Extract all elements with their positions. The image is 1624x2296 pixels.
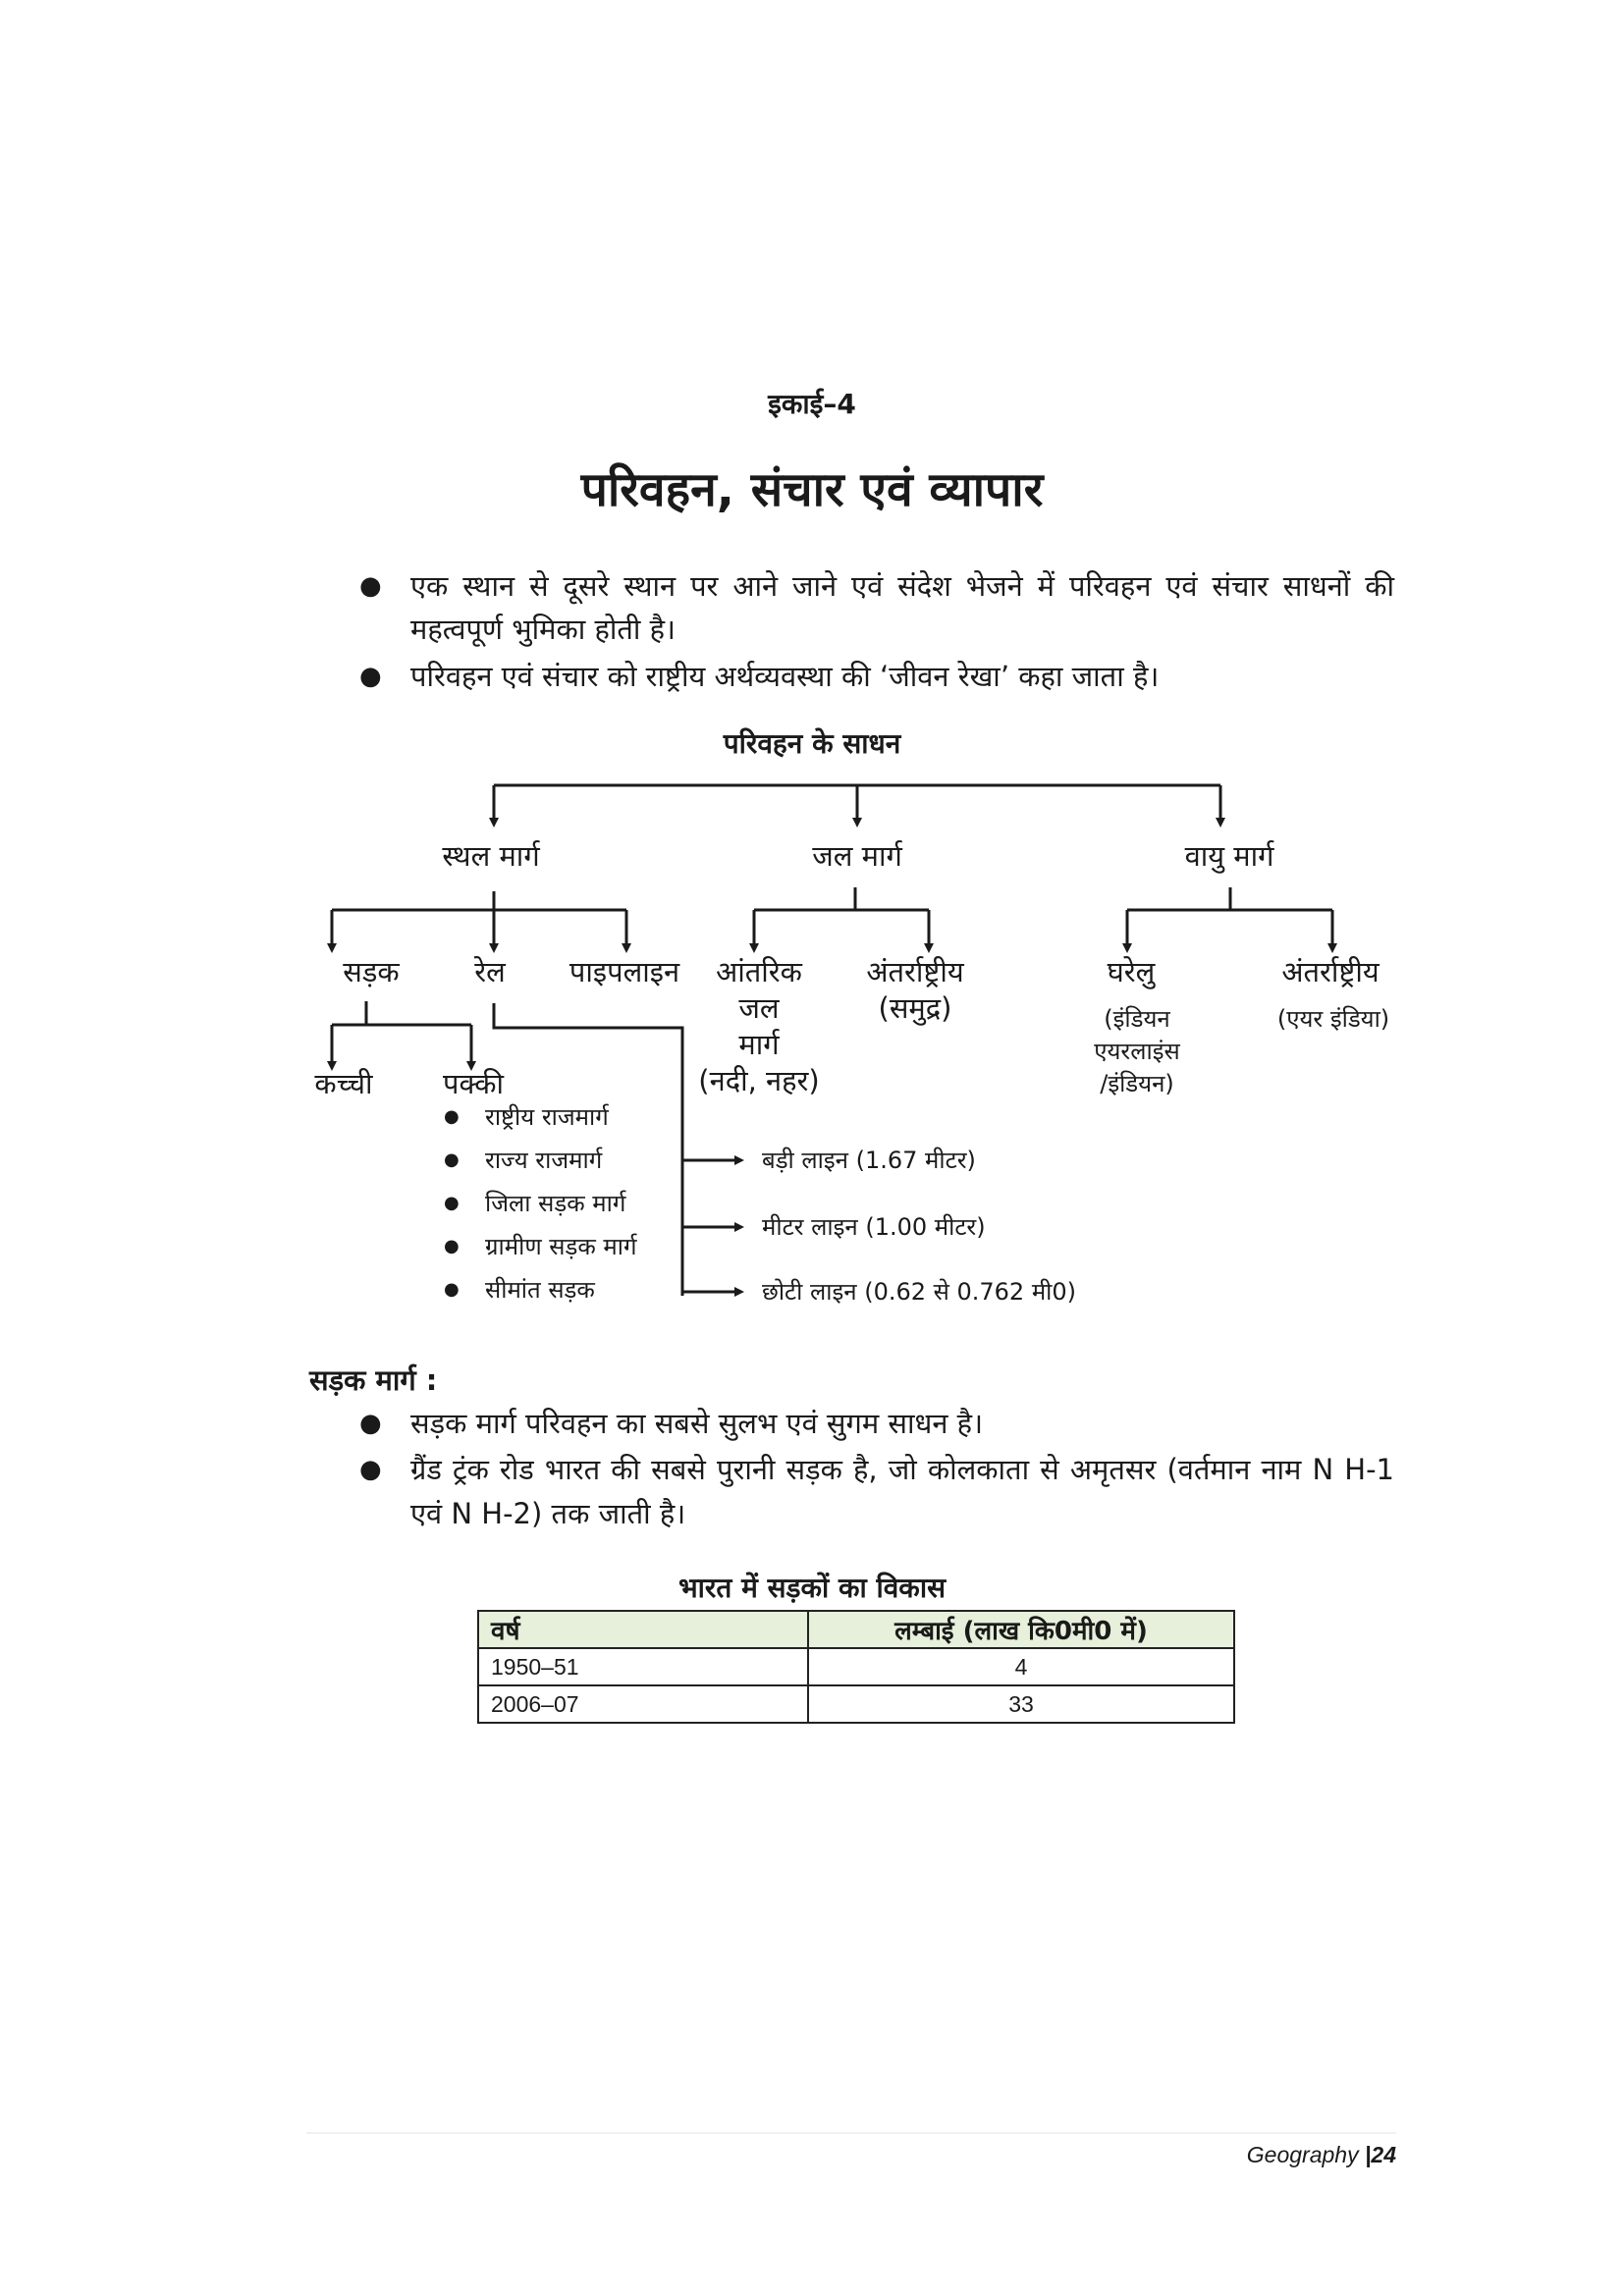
international-waterway-node: अंतर्राष्ट्रीय (समुद्र): [866, 955, 964, 1025]
bullet-icon: ●: [359, 1409, 382, 1438]
road-node: सड़क: [343, 955, 400, 988]
table-cell: 4: [808, 1648, 1234, 1685]
column-header-length: लम्बाई (लाख कि0मी0 में): [808, 1611, 1234, 1648]
bullet-icon: ●: [444, 1193, 460, 1213]
road-bullet-list: [353, 1402, 1394, 1538]
list-item: ● राज्य राजमार्ग: [444, 1139, 637, 1182]
air-route-node: वायु मार्ग: [1184, 839, 1274, 873]
list-item: ● ग्रामीण सड़क मार्ग: [444, 1225, 637, 1268]
metre-gauge-label: मीटर लाइन (1.00 मीटर): [762, 1213, 986, 1241]
footer-divider: [306, 2132, 1396, 2134]
broad-gauge-label: बड़ी लाइन (1.67 मीटर): [762, 1147, 976, 1174]
page-title: परिवहन, संचार एवं व्यापार: [580, 462, 1044, 517]
domestic-air-note: (इंडियन एयरलाइंस /इंडियन): [1094, 1005, 1180, 1097]
bullet-icon: ●: [444, 1236, 460, 1256]
list-item: ● सीमांत सड़क: [444, 1268, 637, 1311]
bullet-icon: ●: [444, 1279, 460, 1300]
diagram-title: परिवहन के साधन: [723, 727, 901, 760]
paved-road-types-list: [444, 1095, 637, 1311]
bullet-icon: ●: [444, 1106, 460, 1127]
list-item: ● परिवहन एवं संचार को राष्ट्रीय अर्थव्यवस्था की ‘जीवन रेखा’ कहा जाता है।: [353, 655, 1394, 698]
section-heading: सड़क मार्ग :: [309, 1363, 438, 1397]
table-title: भारत में सड़कों का विकास: [677, 1572, 946, 1604]
page-footer: Geography |24: [1246, 2142, 1396, 2167]
table-row: [478, 1685, 1234, 1723]
table-cell: 2006–07: [478, 1685, 808, 1723]
list-item: ● सड़क मार्ग परिवहन का सबसे सुलभ एवं सुगम साधन है।: [353, 1402, 1394, 1446]
bullet-icon: ●: [359, 1455, 382, 1484]
domestic-air-node: घरेलु: [1107, 955, 1156, 988]
international-air-node: अंतर्राष्ट्रीय: [1281, 955, 1380, 988]
paved-road-node: पक्की: [442, 1067, 505, 1100]
table-cell: 1950–51: [478, 1648, 808, 1685]
water-route-node: जल मार्ग: [812, 839, 902, 873]
bullet-icon: ●: [444, 1149, 460, 1170]
footer-subject: Geography: [1246, 2142, 1359, 2167]
table-row: [478, 1648, 1234, 1685]
list-item: ● राष्ट्रीय राजमार्ग: [444, 1095, 637, 1139]
page-number: 24: [1371, 2142, 1396, 2167]
rail-node: रेल: [474, 955, 506, 988]
narrow-gauge-label: छोटी लाइन (0.62 से 0.762 मी0): [762, 1278, 1077, 1306]
inland-waterway-node: आंतरिक जल मार्ग (नदी, नहर): [698, 955, 820, 1097]
list-item: ● ग्रैंड ट्रंक रोड भारत की सबसे पुरानी सड़क है, जो कोलकाता से अमृतसर (वर्तमान नाम N H-1 एवं N H-2) तक जाती है।: [353, 1448, 1394, 1536]
land-route-node: स्थल मार्ग: [442, 839, 540, 873]
bullet-icon: ●: [359, 571, 382, 601]
list-item: ● जिला सड़क मार्ग: [444, 1182, 637, 1225]
column-header-year: वर्ष: [478, 1611, 808, 1648]
pipeline-node: पाइपलाइन: [568, 955, 680, 988]
international-air-note: (एयर इंडिया): [1276, 1005, 1390, 1033]
table-header-row: [478, 1611, 1234, 1648]
unpaved-road-node: कच्ची: [314, 1067, 373, 1100]
table-cell: 33: [808, 1685, 1234, 1723]
list-item: ● एक स्थान से दूसरे स्थान पर आने जाने एवं संदेश भेजने में परिवहन एवं संचार साधनों की महत्वपूर्ण भुमिका होती है।: [353, 564, 1394, 651]
bullet-icon: ●: [359, 662, 382, 691]
unit-label: इकाई–4: [768, 388, 856, 420]
road-development-table: [477, 1610, 1235, 1724]
